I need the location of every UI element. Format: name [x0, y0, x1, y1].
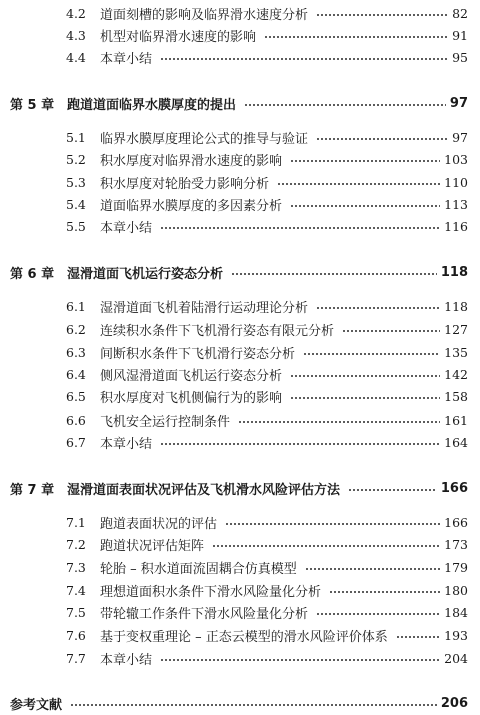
toc-entry-title: 本章小结: [100, 51, 153, 67]
toc-entry-number: 6.1: [66, 298, 86, 314]
toc-entry-title: 积水厚度对飞机侧偏行为的影响: [100, 390, 283, 406]
toc-section-row[interactable]: [0, 431, 480, 453]
toc-leader-dots: [70, 704, 437, 706]
toc-page-number: 142: [444, 366, 468, 382]
toc-leader-dots: [231, 273, 437, 275]
toc-entry-number: 第 5 章: [10, 97, 55, 113]
toc-section-row[interactable]: [0, 318, 480, 340]
toc-section-row[interactable]: [0, 215, 480, 237]
toc-leader-dots: [290, 397, 440, 399]
toc-entry-title: 湿滑道面飞机运行姿态分析: [67, 266, 224, 282]
toc-section-row[interactable]: [0, 24, 480, 46]
toc-leader-dots: [244, 104, 446, 106]
toc-entry-title: 积水厚度对临界滑水速度的影响: [100, 153, 283, 169]
toc-leader-dots: [212, 545, 440, 547]
toc-leader-dots: [225, 523, 440, 525]
toc-references-row[interactable]: [0, 692, 480, 714]
toc-entry-number: 4.3: [66, 27, 86, 43]
toc-section-row[interactable]: [0, 647, 480, 669]
toc-section-row[interactable]: [0, 363, 480, 385]
toc-entry-number: 5.4: [66, 196, 86, 212]
toc-page-number: 184: [444, 604, 468, 620]
toc-page-number: 127: [444, 321, 468, 337]
toc-leader-dots: [316, 307, 440, 309]
toc-page-number: 118: [444, 298, 468, 314]
toc-page-number: 95: [452, 49, 468, 65]
toc-page-number: 173: [444, 536, 468, 552]
toc-entry-title: 理想道面积水条件下滑水风险量化分析: [100, 584, 322, 600]
toc-entry-title: 湿滑道面飞机着陆滑行运动理论分析: [100, 300, 309, 316]
toc-leader-dots: [160, 58, 448, 60]
toc-section-row[interactable]: [0, 579, 480, 601]
toc-page-number: 161: [444, 412, 468, 428]
toc-entry-title: 跑道表面状况的评估: [100, 516, 218, 532]
toc-entry-number: 7.7: [66, 650, 86, 666]
toc-entry-title: 湿滑道面表面状况评估及飞机滑水风险评估方法: [67, 482, 341, 498]
toc-page-number: 179: [444, 559, 468, 575]
toc-page-number: 113: [444, 196, 468, 212]
toc-entry-title: 轮胎 – 积水道面流固耦合仿真模型: [100, 561, 297, 577]
toc-section-row[interactable]: [0, 295, 480, 317]
toc-section-row[interactable]: [0, 409, 480, 431]
toc-section-row[interactable]: [0, 46, 480, 68]
toc-section-row[interactable]: [0, 193, 480, 215]
toc-leader-dots: [316, 613, 440, 615]
toc-entry-number: 7.5: [66, 604, 86, 620]
toc-page-number: 82: [452, 5, 468, 21]
toc-section-row[interactable]: [0, 385, 480, 407]
toc-page-number: 166: [440, 480, 468, 496]
toc-section-row[interactable]: [0, 624, 480, 646]
toc-chapter-row[interactable]: [0, 261, 480, 283]
toc-section-row[interactable]: [0, 511, 480, 533]
toc-leader-dots: [290, 205, 440, 207]
toc-entry-title: 基于变权重理论 – 正态云模型的滑水风险评价体系: [100, 629, 388, 645]
toc-entry-number: 4.4: [66, 49, 86, 65]
toc-page-number: 164: [444, 434, 468, 450]
toc-leader-dots: [316, 14, 448, 16]
toc-section-row[interactable]: [0, 341, 480, 363]
toc-leader-dots: [160, 659, 440, 661]
toc-leader-dots: [348, 489, 437, 491]
toc-leader-dots: [277, 183, 440, 185]
toc-entry-title: 本章小结: [100, 652, 153, 668]
toc-entry-number: 7.1: [66, 514, 86, 530]
toc-leader-dots: [342, 330, 440, 332]
toc-leader-dots: [329, 591, 440, 593]
toc-leader-dots: [238, 421, 440, 423]
toc-entry-title: 道面刻槽的影响及临界滑水速度分析: [100, 7, 309, 23]
toc-page-number: 193: [444, 627, 468, 643]
toc-page-number: 103: [444, 151, 468, 167]
toc-entry-number: 7.6: [66, 627, 86, 643]
toc-leader-dots: [290, 160, 440, 162]
toc-entry-number: 6.7: [66, 434, 86, 450]
toc-entry-title: 参考文献: [10, 697, 63, 713]
toc-page-number: 158: [444, 388, 468, 404]
toc-entry-title: 连续积水条件下飞机滑行姿态有限元分析: [100, 323, 335, 339]
toc-section-row[interactable]: [0, 533, 480, 555]
toc-page-number: 135: [444, 344, 468, 360]
toc-leader-dots: [303, 353, 440, 355]
toc-page-number: 97: [449, 95, 468, 111]
toc-entry-number: 5.1: [66, 129, 86, 145]
toc-page-number: 110: [444, 174, 468, 190]
toc-leader-dots: [264, 36, 448, 38]
toc-section-row[interactable]: [0, 148, 480, 170]
toc-section-row[interactable]: [0, 556, 480, 578]
toc-leader-dots: [316, 138, 448, 140]
toc-section-row[interactable]: [0, 171, 480, 193]
toc-entry-number: 6.6: [66, 412, 86, 428]
toc-entry-title: 本章小结: [100, 436, 153, 452]
toc-leader-dots: [396, 636, 440, 638]
toc-chapter-row[interactable]: [0, 477, 480, 499]
toc-entry-number: 6.2: [66, 321, 86, 337]
toc-entry-number: 第 6 章: [10, 266, 55, 282]
toc-entry-title: 本章小结: [100, 220, 153, 236]
toc-entry-number: 7.4: [66, 582, 86, 598]
toc-leader-dots: [305, 568, 440, 570]
toc-section-row[interactable]: [0, 601, 480, 623]
toc-entry-number: 7.3: [66, 559, 86, 575]
toc-leader-dots: [160, 227, 440, 229]
toc-page-number: 166: [444, 514, 468, 530]
toc-section-row[interactable]: [0, 126, 480, 148]
toc-entry-title: 临界水膜厚度理论公式的推导与验证: [100, 131, 309, 147]
toc-leader-dots: [290, 375, 440, 377]
toc-entry-number: 6.5: [66, 388, 86, 404]
toc-page-number: 91: [452, 27, 468, 43]
toc-entry-number: 5.2: [66, 151, 86, 167]
toc-entry-title: 间断积水条件下飞机滑行姿态分析: [100, 346, 296, 362]
toc-entry-title: 侧风湿滑道面飞机运行姿态分析: [100, 368, 283, 384]
toc-section-row[interactable]: [0, 2, 480, 24]
toc-entry-title: 飞机安全运行控制条件: [100, 414, 231, 430]
toc-entry-number: 6.3: [66, 344, 86, 360]
toc-page-number: 97: [452, 129, 468, 145]
toc-page-number: 118: [440, 264, 468, 280]
toc-entry-title: 积水厚度对轮胎受力影响分析: [100, 176, 270, 192]
toc-entry-number: 第 7 章: [10, 482, 55, 498]
toc-entry-title: 带轮辙工作条件下滑水风险量化分析: [100, 606, 309, 622]
toc-entry-number: 7.2: [66, 536, 86, 552]
toc-entry-title: 机型对临界滑水速度的影响: [100, 29, 257, 45]
toc-entry-number: 4.2: [66, 5, 86, 21]
toc-entry-number: 5.5: [66, 218, 86, 234]
toc-entry-title: 跑道状况评估矩阵: [100, 538, 205, 554]
toc-entry-number: 5.3: [66, 174, 86, 190]
toc-entry-title: 道面临界水膜厚度的多因素分析: [100, 198, 283, 214]
toc-page-number: 206: [440, 695, 468, 711]
toc-entry-number: 6.4: [66, 366, 86, 382]
toc-page-number: 116: [444, 218, 468, 234]
toc-page-number: 180: [444, 582, 468, 598]
toc-chapter-row[interactable]: [0, 92, 480, 114]
toc-leader-dots: [160, 443, 440, 445]
toc-page-number: 204: [444, 650, 468, 666]
toc-entry-title: 跑道道面临界水膜厚度的提出: [67, 97, 237, 113]
